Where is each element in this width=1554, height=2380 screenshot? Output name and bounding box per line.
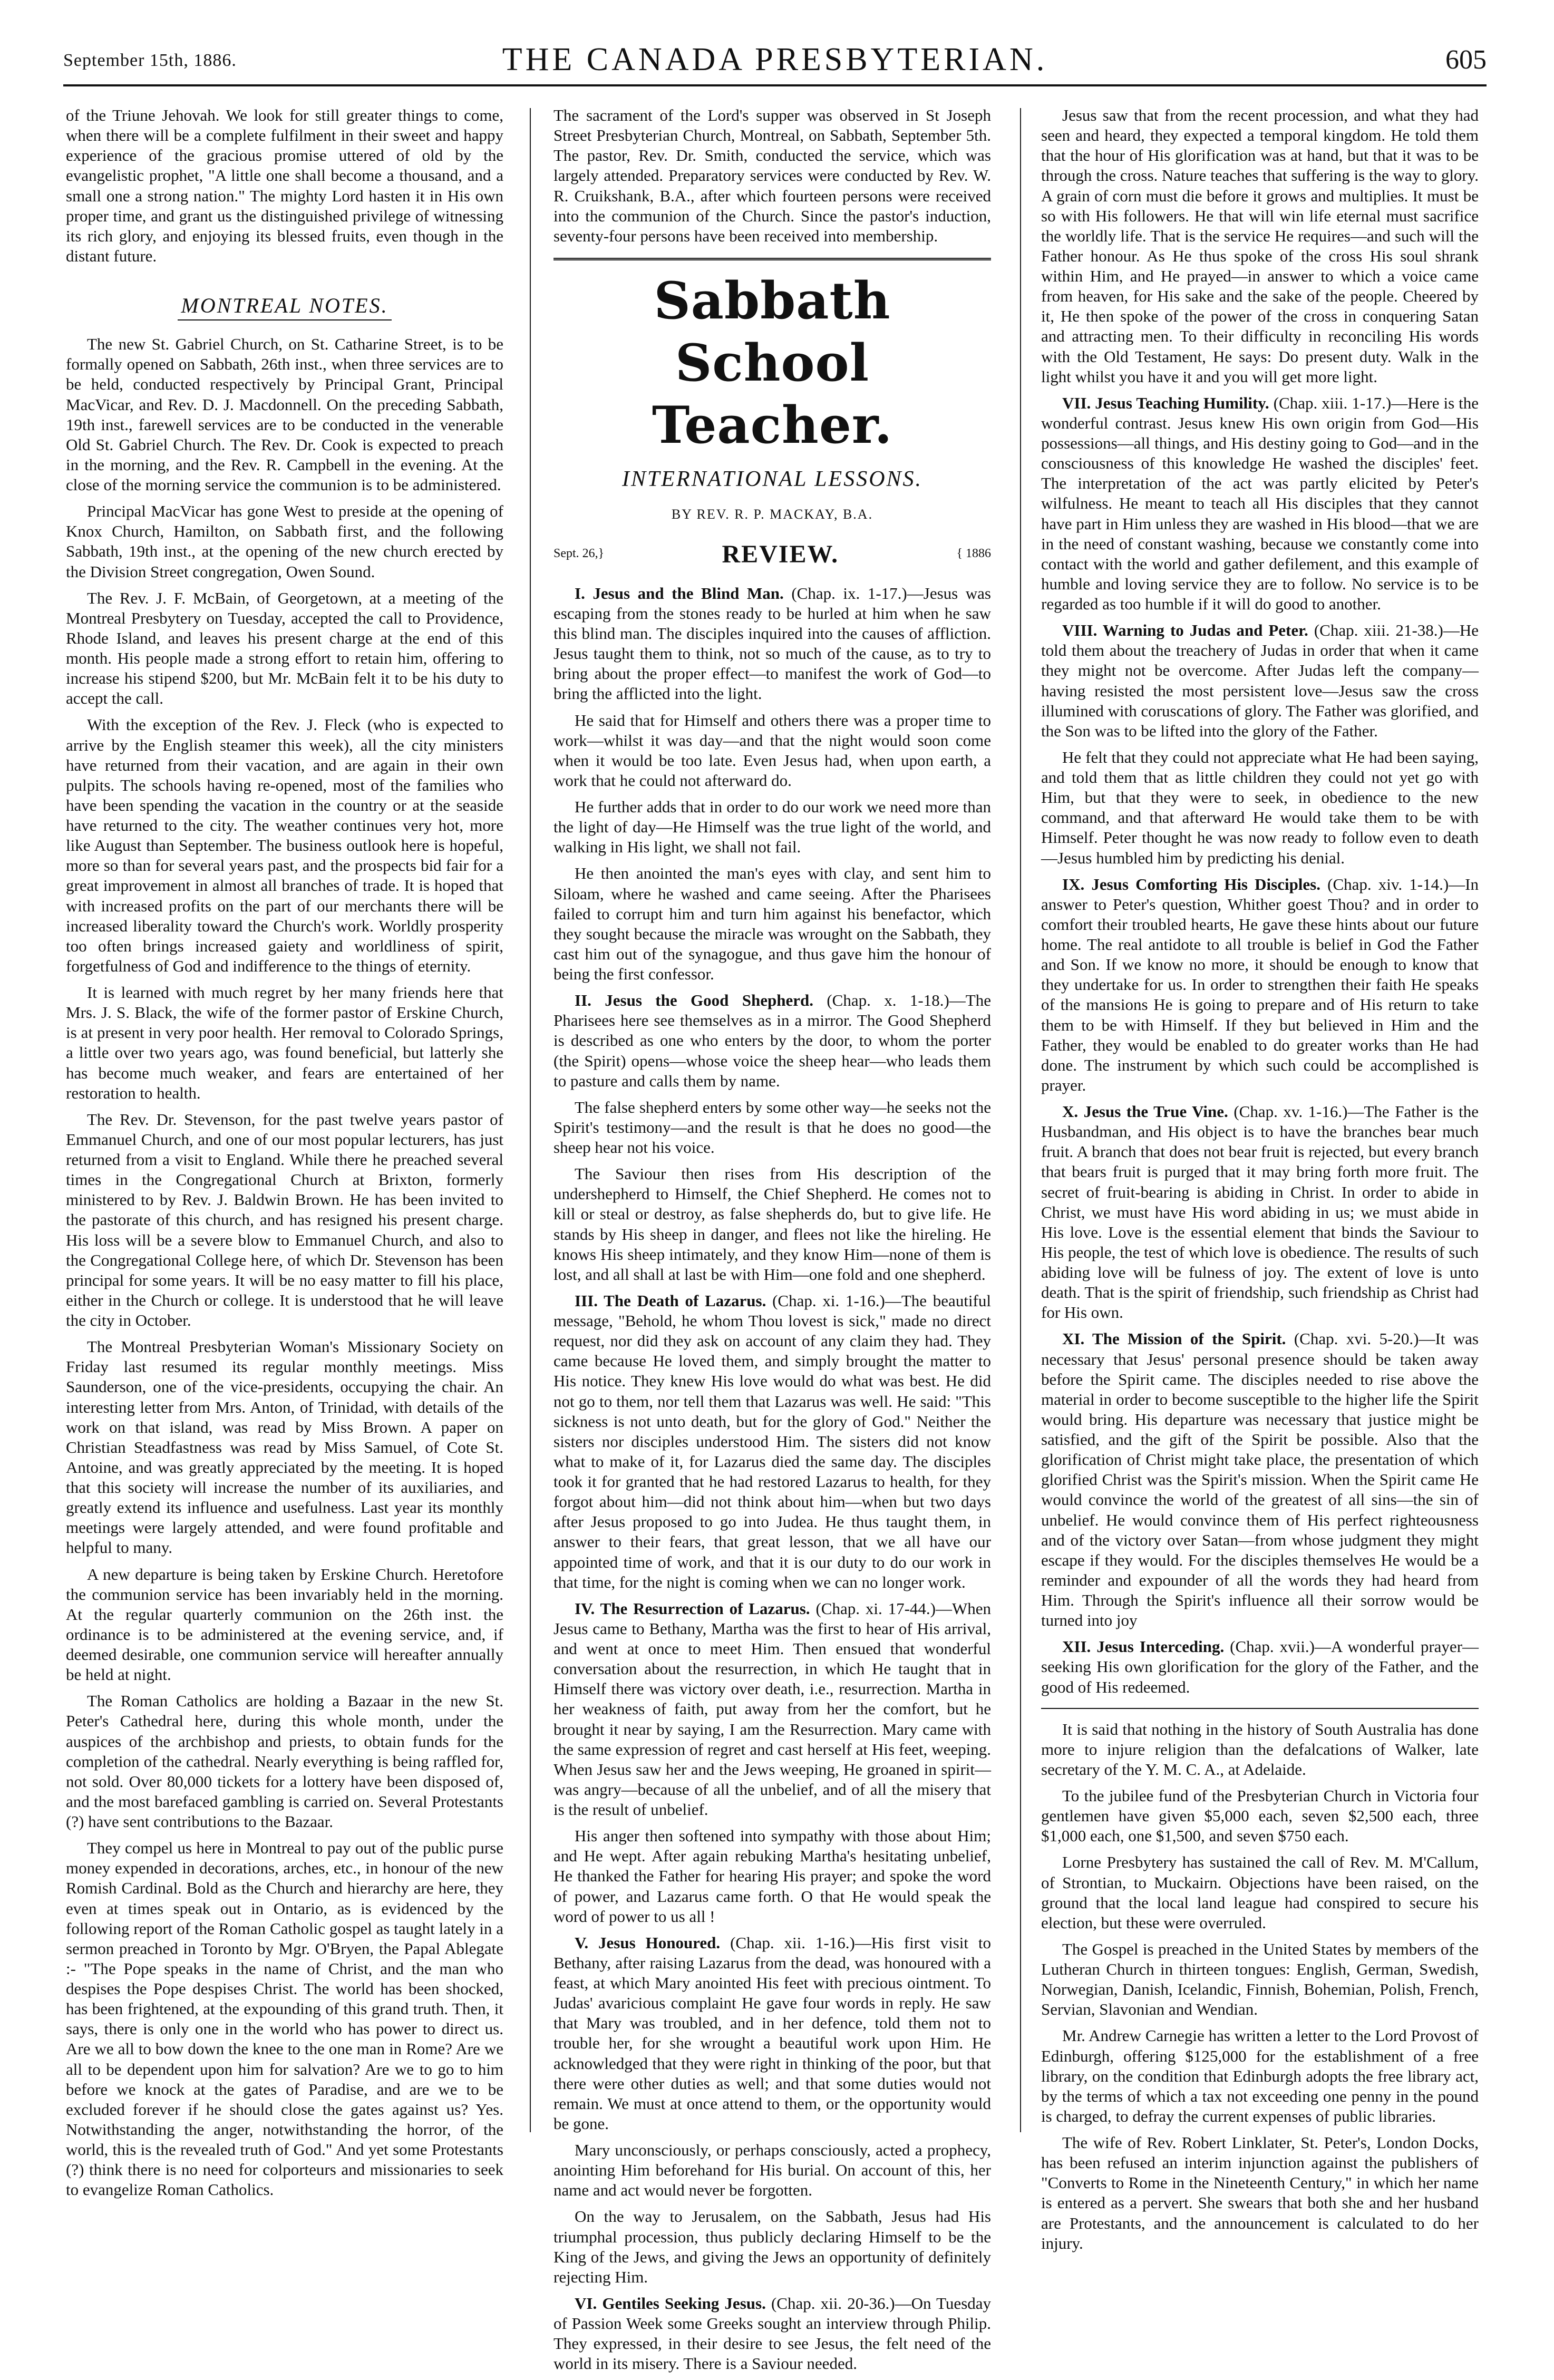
lesson-text: —Here is the wonderful contrast. Jesus knew His own origin from God—His possessions—all things, and His destiny going to God—and in the consciousness of this knowledge He washed the disciples' feet. The interpretation of the act was partly elicited by Peter's wilfulness. He meant to teach all His disciples that they cannot have part in Him unless they are washed in His blood—that we are in the need of constant washing, because we constantly come into contact with the world and gather defilement, and this example of humble and loving service they are to follow. No service is to be regarded as too humble if it will do good to another. — [1041, 393, 1479, 613]
review-year-text: 1886 — [966, 547, 991, 561]
paragraph: The Gospel is preached in the United States by members of the Lutheran Church in thirteen tongues: English, German, Swedish, Norwegian, Danish, Icelandic, Finnish, Bohemian, Polish, French, Servian, Slavonian and Wendian. — [1041, 1939, 1479, 2019]
scripture-reference: (Chap. xii. 20-36.) — [771, 2294, 895, 2313]
paragraph: The new St. Gabriel Church, on St. Catharine Street, is to be formally opened on Sabbath, 26th inst., when three services are to be held, conducted respectively by Principal Grant, Principal MacVicar, and Rev. D. J. Macdonnell. On the preceding Sabbath, 19th inst., farewell services are to be conducted in the venerable Old St. Gabriel Church. The Rev. Dr. Cook is expected to preach in the morning, and the Rev. R. Campbell in the evening. At the close of the morning service the communion is to be administered. — [66, 335, 503, 494]
lesson-paragraph — [1041, 747, 1479, 868]
lesson-paragraph — [1041, 393, 1479, 614]
lesson-text: —His first visit to Bethany, after raising Lazarus from the dead, was honoured with a feast, at which Mary anointed His feet with precious ointment. To Judas' avaricious complaint He gave four words in reply. He saw that Mary was troubled, and in her defence, told them not to trouble her, for she wrought a beautiful work upon Him. He acknowledged that they were right in thinking of the poor, but that there were other duties as well; and that some duties would not remain. We must at once attend to them, or the opportunity would be gone. — [553, 1933, 992, 2133]
lesson-text: —When Jesus came to Bethany, Martha was the first to hear of His arrival, and went at once to meet Him. Then ensued that wonderful conversation about the resurrection, in which He taught that in Himself there was victory over death, i.e., resurrection. Martha in her weakness of faith, put away from her the comfort, but he brought it near by saying, I am the Resurrection. Mary came with the same expression of regret and cast herself at His feet, weeping. When Jesus saw her and the Jews weeping, He groaned in spirit—was angry—because of all the unbelief, and of all the misery that is the result of unbelief. — [553, 1599, 992, 1819]
issue-date: September 15th, 1886. — [63, 51, 237, 70]
lesson-heading: VIII. Warning to Judas and Peter. — [1062, 621, 1308, 640]
scripture-reference: (Chap. x. 1-18.) — [827, 991, 949, 1010]
lesson-text: Jesus saw that from the recent procession, and what they had seen and heard, they expected a temporal kingdom. He told them that the hour of His glorification was at hand, but that it was to be through the cross. Nature teaches that suffering is the way to glory. A grain of corn must die before it grows and multiplies. It must be so with His followers. He that will win life eternal must sacrifice the worldly life. That is the service He requires—and such will the Father honour. As He thus spoke of the cross His soul shrank within Him, and He prayed—in answer to which a voice came from heaven, for His sake and the sake of the people. Cheered by it, He then spoke of the power of the cross in conquering Satan and attracting men. To their difficulty in reconciling His words with the Old Testament, He says: Do present duty. Walk in the light whilst you have it and you will get more light. — [1041, 106, 1479, 386]
lesson-text: He further adds that in order to do our work we need more than the light of day—He Himself was the true light of the world, and walking in His light, we shall not fail. — [553, 798, 991, 857]
montreal-notes-body — [66, 334, 503, 2200]
scripture-reference: (Chap. xii. 1-16.) — [730, 1933, 855, 1952]
column-left — [66, 105, 503, 2206]
masthead — [63, 37, 1487, 86]
column-middle — [553, 105, 991, 2380]
paragraph: It is said that nothing in the history of South Australia has done more to injure religion than the defalcations of Walker, late secretary of the Y. M. C. A., at Adelaide. — [1041, 1720, 1479, 1779]
paragraph: It is learned with much regret by her many friends here that Mrs. J. S. Black, the wife of the former pastor of Erskine Church, is at present in very poor health. Her removal to Colorado Springs, a little over two years ago, was found beneficial, but latterly she has become much weaker, and fears are entertained of her restoration to health. — [66, 983, 503, 1102]
lesson-text: —The Father is the Husbandman, and His object is to have the branches bear much fruit. A branch that does not bear fruit is rejected, but every branch that bears fruit is purged that it may bring forth more fruit. The secret of fruit-bearing is abiding in Christ. In order to abide in Christ, we must have His word abiding in us; we must abide in His love. Love is the essential element that binds the Saviour to His people, the test of which love is obedience. The results of such abiding love will be fulness of joy. The extent of love is unto death. That is the spirit of friendship, such friendship as Christ had for His own. — [1041, 1102, 1479, 1322]
lesson-paragraph — [1041, 1102, 1479, 1323]
paragraph: Principal MacVicar has gone West to preside at the opening of Knox Church, Hamilton, on Sabbath first, and the following Sabbath, 19th inst., at the opening of the new church erected by the Division Street congregation, Owen Sound. — [66, 502, 503, 581]
lesson-heading: III. The Death of Lazarus. — [575, 1291, 766, 1310]
paragraph: The Montreal Presbyterian Woman's Missionary Society on Friday last resumed its regular monthly meetings. Miss Saunderson, one of the vice-presidents, occupying the chair. An interesting letter from Mrs. Anton, of Trinidad, with details of the work on that island, was read by Miss Brown. A paper on Christian Steadfastness was read by Miss Samuel, of Cote St. Antoine, and was greatly appreciated by the meeting. It is hoped that this society will increase the number of its auxiliaries, and greatly extend its influence and usefulness. Last year its monthly meetings were largely attended, and were found profitable and helpful to many. — [66, 1337, 503, 1557]
lesson-paragraph — [553, 863, 991, 984]
newspaper-title: THE CANADA PRESBYTERIAN. — [502, 42, 1048, 77]
scripture-reference: (Chap. xiii. 21-38.) — [1314, 621, 1443, 640]
lessons-list-continued — [1041, 105, 1479, 1697]
lesson-heading: XI. The Mission of the Spirit. — [1062, 1329, 1286, 1348]
lesson-text: —The Pharisees here see themselves as in a mirror. The Good Shepherd is described as one who enters by the door, to whom the porter (the Spirit) opens—whose voice the sheep hear—who leads them to pasture and calls them by name. — [553, 991, 991, 1090]
lesson-text: The false shepherd enters by some other way—he seeks not the Spirit's testimony—and the result is that he does no good—the sheep hear not his voice. — [553, 1097, 991, 1157]
lesson-text: He said that for Himself and others there was a proper time to work—whilst it was day—and that the night would soon come when it would be too late. Even Jesus had, when upon earth, a work that he could not afterward do. — [553, 711, 991, 790]
paragraph: The Rev. J. F. McBain, of Georgetown, at a meeting of the Montreal Presbytery on Tuesday, accepted the call to Providence, Rhode Island, and leaves his present charge at the end of this month. His people made a strong effort to retain him, offering to increase his stipend $200, but Mr. McBain felt it to be his duty to accept the call. — [66, 588, 503, 708]
scripture-reference: (Chap. xiv. 1-14.) — [1327, 875, 1449, 893]
lesson-text: Mary unconsciously, or perhaps consciously, acted a prophecy, anointing Him beforehand for His burial. On account of this, her name and act would never be forgotten. — [553, 2141, 991, 2200]
scripture-reference: (Chap. ix. 1-17.) — [791, 584, 907, 603]
lesson-heading: V. Jesus Honoured. — [575, 1933, 721, 1952]
scripture-reference: (Chap. xvii.) — [1230, 1637, 1315, 1656]
paragraph: The sacrament of the Lord's supper was observed in St Joseph Street Presbyterian Church, Montreal, on Sabbath, September 5th. The pastor, Rev. Dr. Smith, conducted the service, which was largely attended. Preparatory services were conducted by Rev. W. R. Cruikshank, B.A., after which fourteen persons were received into the communion of the Church. Since the pastor's induction, seventy-four persons have been received into membership. — [553, 106, 991, 245]
lesson-heading: XII. Jesus Interceding. — [1062, 1637, 1225, 1656]
lesson-paragraph — [1041, 105, 1479, 387]
lesson-paragraph — [1041, 875, 1479, 1095]
lesson-heading: VII. Jesus Teaching Humility. — [1062, 393, 1269, 412]
review-title: REVIEW. — [722, 540, 839, 568]
review-header — [553, 539, 991, 570]
lesson-paragraph — [553, 2140, 991, 2200]
column-right — [1041, 105, 1479, 2260]
review-date-text: Sept. 26, — [553, 547, 598, 561]
international-lessons-title: INTERNATIONAL LESSONS. — [621, 467, 923, 492]
lesson-paragraph — [1041, 620, 1479, 741]
paragraph: To the jubilee fund of the Presbyterian Church in Victoria four gentlemen have given $5,000 each, seven $2,500 each, three $1,000 each, one $1,500, and seven $750 each. — [1041, 1786, 1479, 1845]
lesson-paragraph — [553, 2207, 991, 2287]
divider — [1041, 1708, 1479, 1709]
lesson-heading: I. Jesus and the Blind Man. — [575, 584, 784, 603]
scripture-reference: (Chap. xiii. 1-17.) — [1273, 393, 1392, 412]
lesson-text: —On Tuesday of Passion Week some Greeks sought an interview through Philip. They expressed, in their desire to see Jesus, the felt need of the world in its misery. There is a Saviour needed. — [553, 2294, 992, 2373]
lesson-paragraph — [553, 797, 991, 857]
lesson-paragraph — [553, 1164, 991, 1285]
lesson-text: The Saviour then rises from His description of the undershepherd to Himself, the Chief Shepherd. He comes not to kill or steal or destroy, as false shepherds do, but to give life. He stands by His sheep in danger, and flees not like the hireling. He knows His sheep intimately, and they know Him—none of them is lost, and all shall at last be with Him—one fold and one shepherd. — [553, 1164, 991, 1284]
lesson-text: —In answer to Peter's question, Whither goest Thou? and in order to comfort their troubled hearts, He gave these hints about our future home. The real antidote to all trouble is belief in God the Father and Son. If we know no more, it should be enough to know that they undertake for us. In order to strengthen their faith He speaks of the mansions He is going to prepare and of His return to take them to be with Himself. If they but believed in Him and the Father, they would be enabled to do greater works than He had done. The instrument by which such could be accomplished is prayer. — [1041, 875, 1479, 1094]
lesson-paragraph — [553, 584, 991, 704]
lesson-paragraph — [553, 711, 991, 791]
lesson-paragraph — [553, 1933, 991, 2134]
paragraph: A new departure is being taken by Erskine Church. Heretofore the communion service has been invariably held in the morning. At the regular quarterly communion on the 26th inst. the ordinance is to be administered at the evening service, and, if deemed desirable, one communion service will hereafter annually be held at night. — [66, 1565, 503, 1684]
lesson-paragraph — [553, 1097, 991, 1158]
lesson-paragraph — [553, 2294, 991, 2374]
review-year: { 1886 — [956, 547, 991, 561]
lesson-heading: IX. Jesus Comforting His Disciples. — [1062, 875, 1320, 893]
lesson-heading: II. Jesus the Good Shepherd. — [575, 991, 813, 1010]
lessons-list — [553, 584, 991, 2374]
divider — [553, 258, 991, 260]
byline: BY REV. R. P. MACKAY, B.A. — [671, 506, 873, 522]
scripture-reference: (Chap. xv. 1-16.) — [1234, 1102, 1348, 1121]
paragraph: Mr. Andrew Carnegie has written a letter to the Lord Provost of Edinburgh, offering $125,000 for the establishment of a free library, on the condition that Edinburgh adopts the free library act, by the terms of which a tax not exceeding one penny in the pound is charged, to defray the current expenses of public libraries. — [1041, 2026, 1479, 2125]
lesson-paragraph — [553, 1291, 991, 1592]
scripture-reference: (Chap. xi. 17-44.) — [815, 1599, 936, 1618]
lesson-text: —A wonderful prayer—seeking His own glorification for the glory of the Father, and the good of His redeemed. — [1041, 1637, 1479, 1696]
lesson-paragraph — [553, 1826, 991, 1927]
lesson-text: —Jesus was escaping from the stones ready to be hurled at him when he saw this blind man. The disciples inquired into the causes of affliction. Jesus taught them to think, not so much of the cause, as to try to bring about the proper effect—to manifest the work of God—to bring the afflicted into the light. — [553, 584, 991, 703]
lesson-heading: VI. Gentiles Seeking Jesus. — [575, 2294, 766, 2313]
lesson-paragraph — [1041, 1329, 1479, 1630]
lesson-text: He felt that they could not appreciate what He had been saying, and told them that as little children they could not yet go with Him, but that they were to seek, in obedience to the new command, and that afterward He would take them to be with Himself. Peter thought he was now ready to follow even to death—Jesus humbled him by predicting his denial. — [1041, 747, 1479, 867]
lesson-text: On the way to Jerusalem, on the Sabbath, Jesus had His triumphal procession, thus publicly declaring Himself to be the King of the Jews, and giving the Jews an opportunity of definitely rejecting Him. — [553, 2207, 991, 2286]
lesson-paragraph — [553, 990, 991, 1091]
lesson-paragraph — [553, 1599, 991, 1820]
column-rule-right — [1020, 108, 1021, 2132]
paragraph: The wife of Rev. Robert Linklater, St. Peter's, London Docks, has been refused an interim injunction against the publishers of "Converts to Rome in the Nineteenth Century," in which her name is entered as a pervert. She swears that both she and her husband are Protestants, and the announcement is calculated to do her injury. — [1041, 2133, 1479, 2252]
news-notes — [1041, 1720, 1479, 2253]
paragraph: Lorne Presbytery has sustained the call of Rev. M. M'Callum, of Strontian, to Muckairn. Objections have been raised, on the ground that the local land league had conspired to secure his election, but these were overruled. — [1041, 1853, 1479, 1932]
lesson-paragraph — [1041, 1637, 1479, 1697]
column-rule-left — [530, 108, 531, 2132]
scripture-reference: (Chap. xvi. 5-20.) — [1294, 1329, 1419, 1348]
montreal-notes-title: MONTREAL NOTES. — [178, 294, 391, 320]
lesson-text: His anger then softened into sympathy with those about Him; and He wept. After again rebuking Martha's hesitating unbelief, He thanked the Father for hearing His prayer; and spoke the word of power, and Lazarus came forth. O that He would speak the word of power to us all ! — [553, 1827, 991, 1926]
page-number: 605 — [1445, 45, 1487, 75]
lesson-text: He then anointed the man's eyes with clay, and sent him to Siloam, where he washed and came seeing. After the Pharisees failed to corrupt him and turn him against his benefactor, which they sought because the miracle was wrought on the Sabbath, they cast him out of the synagogue, and thus gave him the honour of being the first confessor. — [553, 864, 991, 984]
paragraph: of the Triune Jehovah. We look for still greater things to come, when there will be a complete fulfilment in their sweet and happy experience of the gracious promise uttered of old by the evangelistic prophet, "A little one shall become a thousand, and a small one a strong nation." The mighty Lord hasten it in His own proper time, and grant us the distinguished privilege of witnessing its rich glory, and enjoying its blessed fruits, even though in the distant future. — [66, 106, 503, 265]
sabbath-school-title: Sabbath School Teacher. — [652, 270, 893, 455]
paragraph: The Roman Catholics are holding a Bazaar in the new St. Peter's Cathedral here, during this whole month, under the auspices of the archbishop and priests, to obtain funds for the completion of the cathedral. Nearly everything is being raffled for, not sold. Over 80,000 tickets for a lottery have been disposed of, and the most barefaced gambling is carried on. Several Protestants (?) have sent contributions to the Bazaar. — [66, 1692, 503, 1831]
lesson-text: —He told them about the treachery of Judas in order that when it came they might not be overcome. After Judas left the company—having resisted the most persistent love—Jesus saw the cross illumined with coruscations of glory. The Father was glorified, and the Son was to be lifted into the glory of the Father. — [1041, 621, 1479, 740]
paragraph: The Rev. Dr. Stevenson, for the past twelve years pastor of Emmanuel Church, and one of our most popular lecturers, has just returned from a visit to England. While there he preached several times in the Congregational Church at Brixton, formerly ministered to by Rev. J. Baldwin Brown. He has been invited to the pastorate of this church, and has resigned his present charge. His loss will be a severe blow to Emmanuel Church, and also to the Congregational College here, of which Dr. Stevenson has been principal for some years. It will be no easy matter to fill his place, either in the Church or college. It is understood that he will leave the city in October. — [66, 1110, 503, 1330]
scripture-reference: (Chap. xi. 1-16.) — [772, 1291, 885, 1310]
review-date: Sept. 26,} — [553, 547, 605, 561]
paragraph: They compel us here in Montreal to pay out of the public purse money expended in decorations, arches, etc., in honour of the new Romish Cardinal. Bold as the Church and hierarchy are here, they even at times speak out in Ontario, as is evidenced by the following report of the Roman Catholic gospel as taught lately in a sermon preached in Toronto by Mgr. O'Bryen, the Papal Ablegate :- "The Pope speaks in the name of Christ, and the man who despises the Pope despises Christ. The world has been shocked, has been frightened, at the expounding of this grand truth. Then, it says, there is only one in the world who has power to direct us. Are we all to bow down the knee to the one man in Rome? Are we all to be dependent upon him for salvation? Are we to go to him before we knock at the gates of Paradise, and are we to be excluded forever if he should close the gates against us? Yes. Notwithstanding the anger, notwithstanding the horror, of the world, this is the revealed truth of God." And yet some Protestants (?) think there is no need for colporteurs and missionaries to seek to evangelize Roman Catholics. — [66, 1839, 503, 2199]
lesson-heading: X. Jesus the True Vine. — [1062, 1102, 1228, 1121]
section-heading — [66, 293, 503, 318]
paragraph: With the exception of the Rev. J. Fleck (who is expected to arrive by the English steamer this week), all the city ministers have returned from their vacation, and are again in their own pulpits. The schools having re-opened, most of the families who have been spending the vacation in the country or at the seaside have returned to the city. The weather continues very hot, more like August than September. The business outlook here is hopeful, more so than for several years past, and the prospects bid fair for a great improvement in almost all branches of trade. It is hoped that with increased profits on the part of our merchants there will be increased liberality toward the Church's work. Worldly prosperity too often brings increased gaiety and worldliness of spirit, forgetfulness of God and indifference to the things of eternity. — [66, 715, 503, 975]
lesson-heading: IV. The Resurrection of Lazarus. — [575, 1599, 810, 1618]
lesson-text: —The beautiful message, "Behold, he whom Thou lovest is sick," made no direct request, nor did they ask on account of any claim they had. They came because He loved them, and simply brought the matter to His notice. They knew His love would do what was best. He did not go to them, nor tell them that Lazarus was well. He said: "This sickness is not unto death, but for the glory of God." Neither the sisters nor disciples understood Him. The sisters did not know what to make of it, for Lazarus died the same day. The disciples took it for granted that he had restored Lazarus to health, for they forgot about him—did not think about him—when but two days after Jesus proposed to go into Judea. He thus taught them, in answer to their fears, that great lesson, that we all have our appointed time of work, and that it is our duty to do our work in that time, for the night is coming when we can no longer work. — [553, 1291, 991, 1591]
lesson-text: —It was necessary that Jesus' personal presence should be taken away before the Spirit came. The disciples needed to rise above the material in order to become susceptible to the higher life the Spirit would bring. His departure was necessary that justice might be satisfied, and the gift of the Spirit be possible. Also that the glorification of Christ might take place, the presentation of which glorified Christ was the Spirit's mission. When the Spirit came He would convince the world of the greatest of all sins—the sin of unbelief. He would convince them of His perfect righteousness and of the victory over Satan—from whose judgment they might escape if they would. For the disciples themselves He would be a reminder and expounder of all the words they had heard from Him. Through the Spirit's influence all their sorrow would be turned into joy — [1041, 1329, 1479, 1630]
